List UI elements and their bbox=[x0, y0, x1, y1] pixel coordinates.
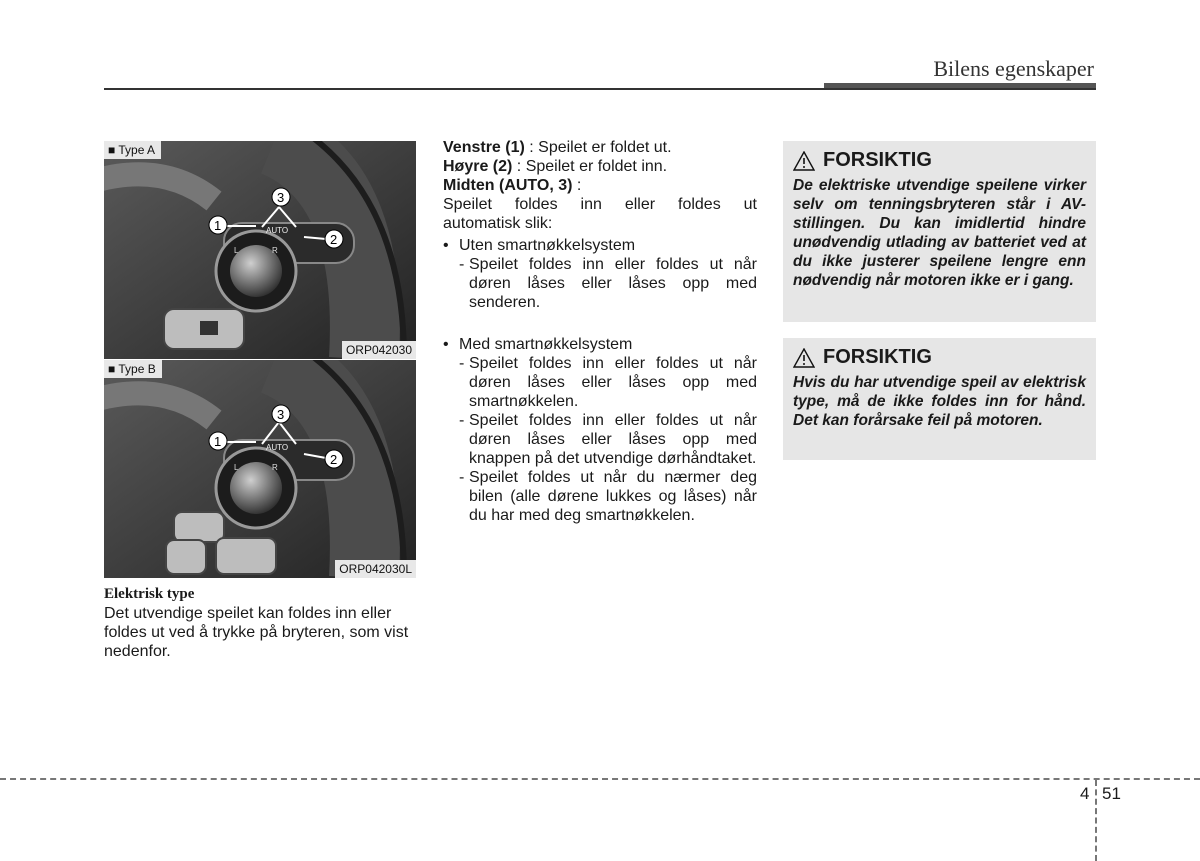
warning-triangle-icon bbox=[793, 151, 815, 171]
page-number: 51 bbox=[1102, 784, 1121, 803]
list-item: • Med smartnøkkelsystem bbox=[443, 336, 633, 353]
switch-mark-l: L bbox=[234, 246, 239, 255]
list-item: • Uten smartnøkkelsystem bbox=[443, 237, 636, 254]
caution-box bbox=[783, 338, 1096, 460]
caution-title: FORSIKTIG bbox=[823, 346, 932, 368]
figure-tag: ■ Type A bbox=[104, 141, 161, 159]
switch-mark-r: R bbox=[272, 246, 278, 255]
mirror-switch-photo-b bbox=[104, 360, 416, 578]
svg-text:1: 1 bbox=[214, 218, 222, 233]
column-2-text bbox=[443, 138, 757, 525]
list-subitem: - Speilet foldes inn eller foldes ut når døren låses eller låses opp med knappen på det utvendige dørhåndtaket. bbox=[459, 412, 757, 467]
figure-type-b bbox=[104, 360, 416, 578]
caution-box bbox=[783, 141, 1096, 322]
column-1-text bbox=[104, 585, 418, 661]
paragraph: Venstre (1) : Speilet er foldet ut. bbox=[443, 139, 672, 156]
figure-code: ORP042030 bbox=[342, 341, 416, 359]
paragraph: Høyre (2) : Speilet er foldet inn. bbox=[443, 158, 668, 175]
warning-triangle-icon bbox=[793, 348, 815, 368]
callout-1 bbox=[209, 216, 227, 234]
caution-text: Hvis du har utvendige speil av elektrisk type, må de ikke foldes inn for hånd. Det kan forårsake feil på motoren. bbox=[793, 374, 1086, 429]
caution-title: FORSIKTIG bbox=[823, 149, 932, 171]
svg-text:3: 3 bbox=[277, 190, 285, 205]
paragraph: automatisk slik: bbox=[443, 215, 553, 232]
subsection-heading: Elektrisk type bbox=[104, 586, 195, 602]
switch-mark-l: L bbox=[234, 463, 239, 472]
section-title: Bilens egenskaper bbox=[933, 56, 1094, 81]
header-rule bbox=[104, 88, 1096, 90]
figure-type-a bbox=[104, 141, 416, 359]
callout-2 bbox=[325, 450, 343, 468]
footer-rule bbox=[0, 778, 1200, 780]
paragraph: Det utvendige speilet kan foldes inn eller foldes ut ved å trykke på bryteren, som vist nedenfor. bbox=[104, 605, 409, 660]
svg-text:1: 1 bbox=[214, 434, 222, 449]
mirror-switch-photo-a bbox=[104, 141, 416, 359]
switch-auto-label: AUTO bbox=[266, 226, 289, 235]
switch-mark-r: R bbox=[272, 463, 278, 472]
svg-text:2: 2 bbox=[330, 452, 338, 467]
list-subitem: - Speilet foldes inn eller foldes ut når døren låses eller låses opp med smartnøkkelen. bbox=[459, 355, 757, 410]
svg-text:2: 2 bbox=[330, 232, 338, 247]
callout-2 bbox=[325, 230, 343, 248]
footer-divider bbox=[1095, 780, 1097, 861]
callout-1 bbox=[209, 432, 227, 450]
paragraph: Midten (AUTO, 3) : bbox=[443, 177, 582, 194]
caution-text: De elektriske utvendige speilene virker selv om tenningsbryteren står i AV-stillingen. Du kan imidlertid hindre unødvendig utlading av batteriet ved at du ikke justerer speilene lengre enn nødvendig når motoren ikke er i gang. bbox=[793, 177, 1086, 289]
chapter-number: 4 bbox=[1080, 784, 1090, 803]
paragraph: Speilet foldes inn eller foldes ut bbox=[443, 196, 757, 213]
list-subitem: - Speilet foldes ut når du nærmer deg bilen (alle dørene lukkes og låses) når du har med deg smartnøkkelen. bbox=[459, 469, 757, 524]
list-subitem: - Speilet foldes inn eller foldes ut når døren låses eller låses opp med senderen. bbox=[459, 256, 757, 311]
callout-3 bbox=[272, 405, 290, 423]
switch-auto-label: AUTO bbox=[266, 443, 289, 452]
svg-text:3: 3 bbox=[277, 407, 285, 422]
callout-3 bbox=[272, 188, 290, 206]
figure-tag: ■ Type B bbox=[104, 360, 162, 378]
figure-code: ORP042030L bbox=[335, 560, 416, 578]
